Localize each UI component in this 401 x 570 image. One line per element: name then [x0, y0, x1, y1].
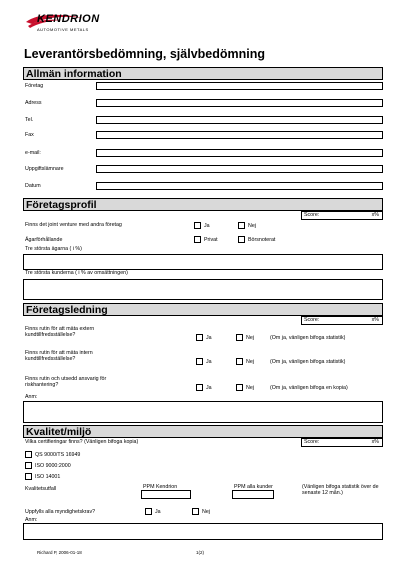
risk-management-note: (Om ja, vänligen bifoga en kopia)	[270, 385, 348, 391]
risk-management-label: Finns rutin och utsedd ansvarig för riskhantering?	[25, 376, 107, 388]
section-general: Allmän information	[23, 67, 383, 80]
general-field-input[interactable]	[96, 82, 383, 90]
ppm-kendrion-field[interactable]	[141, 490, 191, 499]
section-quality: Kvalitet/miljö	[23, 425, 383, 438]
general-field-label: Uppgiftslämnare	[25, 166, 64, 172]
general-field-input[interactable]	[96, 131, 383, 139]
general-field-label: e-mail:	[25, 150, 41, 156]
ppm-all-field[interactable]	[232, 490, 274, 499]
cert-iso14001-label: ISO 14001	[35, 474, 61, 480]
joint-venture-yes-label: Ja	[204, 223, 210, 229]
ppm-all-label: PPM alla kunder	[234, 484, 273, 490]
ownership-label: Ägarförhållande	[25, 237, 63, 243]
certifications-label: Vilka certifieringar finns? (Vänligen bifoga kopia)	[25, 439, 139, 445]
score-unit: x%	[371, 212, 379, 218]
external-satisfaction-no-checkbox[interactable]	[236, 334, 243, 341]
internal-satisfaction-note: (Om ja, vänligen bifoga statistik)	[270, 359, 346, 365]
risk-management-no-label: Nej	[246, 385, 254, 391]
cert-qs9000-checkbox[interactable]	[25, 451, 32, 458]
external-satisfaction-label: Finns rutin för att mäta extern kundtillfredsställelse?	[25, 326, 95, 338]
general-field-input[interactable]	[96, 99, 383, 107]
ownership-listed-label: Börsnoterat	[248, 237, 276, 243]
ownership-private-checkbox[interactable]	[194, 236, 201, 243]
general-field-label: Adress	[25, 100, 42, 106]
cert-iso9000-checkbox[interactable]	[25, 462, 32, 469]
external-satisfaction-yes-checkbox[interactable]	[196, 334, 203, 341]
risk-management-yes-label: Ja	[206, 385, 212, 391]
general-field-input[interactable]	[96, 149, 383, 157]
score-unit: x%	[371, 317, 379, 323]
score-label: Score:	[304, 212, 320, 218]
score-label: Score:	[304, 317, 320, 323]
logo-name: KENDRION	[37, 13, 100, 25]
joint-venture-no-label: Nej	[248, 223, 256, 229]
page-title: Leverantörsbedömning, självbedömning	[24, 47, 266, 61]
ownership-listed-checkbox[interactable]	[238, 236, 245, 243]
internal-satisfaction-label: Finns rutin för att mäta intern kundtillfredsställelse?	[25, 350, 93, 362]
three-owners-label: Tre största ägarna ( i %)	[25, 246, 82, 252]
internal-satisfaction-yes-checkbox[interactable]	[196, 358, 203, 365]
three-customers-label: Tre största kunderna ( i % av omsättningen)	[25, 270, 128, 276]
quality-outcome-label: Kvalitetsutfall	[25, 486, 57, 492]
general-field-label: Datum	[25, 183, 41, 189]
cert-iso14001-checkbox[interactable]	[25, 473, 32, 480]
footer-page: 1(2)	[196, 550, 205, 555]
three-customers-field[interactable]	[23, 279, 383, 300]
ownership-private-label: Privat	[204, 237, 218, 243]
authority-label: Uppfylls alla myndighetskrav?	[25, 509, 96, 515]
external-satisfaction-yes-label: Ja	[206, 335, 212, 341]
management-remarks-field[interactable]	[23, 401, 383, 423]
ppm-kendrion-label: PPM Kendrion	[143, 484, 178, 490]
internal-satisfaction-yes-label: Ja	[206, 359, 212, 365]
stats-note: (Vänligen bifoga statistik över de senaste 12 mån.)	[302, 484, 379, 496]
joint-venture-label: Finns det joint venture med andra företag	[25, 222, 122, 228]
section-management: Företagsledning	[23, 303, 383, 316]
risk-management-yes-checkbox[interactable]	[196, 384, 203, 391]
authority-no-label: Nej	[202, 509, 210, 515]
score-profile	[301, 211, 383, 220]
score-label: Score:	[304, 439, 320, 445]
score-quality	[301, 438, 383, 447]
internal-satisfaction-no-checkbox[interactable]	[236, 358, 243, 365]
three-owners-field[interactable]	[23, 254, 383, 270]
authority-yes-label: Ja	[155, 509, 161, 515]
management-remarks-label: Anm:	[25, 394, 38, 400]
external-satisfaction-no-label: Nej	[246, 335, 254, 341]
internal-satisfaction-no-label: Nej	[246, 359, 254, 365]
joint-venture-no-checkbox[interactable]	[238, 222, 245, 229]
quality-remarks-label: Anm:	[25, 517, 38, 523]
logo-subtitle: AUTOMOTIVE METALS	[37, 27, 89, 32]
cert-iso9000-label: ISO 9000:2000	[35, 463, 71, 469]
authority-yes-checkbox[interactable]	[145, 508, 152, 515]
authority-no-checkbox[interactable]	[192, 508, 199, 515]
general-field-input[interactable]	[96, 116, 383, 124]
general-field-label: Tel.	[25, 117, 34, 123]
score-management	[301, 316, 383, 325]
footer-author: Richard P, 2006-01-18	[37, 550, 82, 555]
general-field-label: Företag	[25, 83, 44, 89]
joint-venture-yes-checkbox[interactable]	[194, 222, 201, 229]
score-unit: x%	[371, 439, 379, 445]
risk-management-no-checkbox[interactable]	[236, 384, 243, 391]
external-satisfaction-note: (Om ja, vänligen bifoga statistik)	[270, 335, 346, 341]
quality-remarks-field[interactable]	[23, 523, 383, 540]
general-field-label: Fax	[25, 132, 34, 138]
cert-qs9000-label: QS 9000/TS 16949	[35, 452, 81, 458]
section-profile: Företagsprofil	[23, 198, 383, 211]
general-field-input[interactable]	[96, 182, 383, 190]
general-field-input[interactable]	[96, 165, 383, 173]
